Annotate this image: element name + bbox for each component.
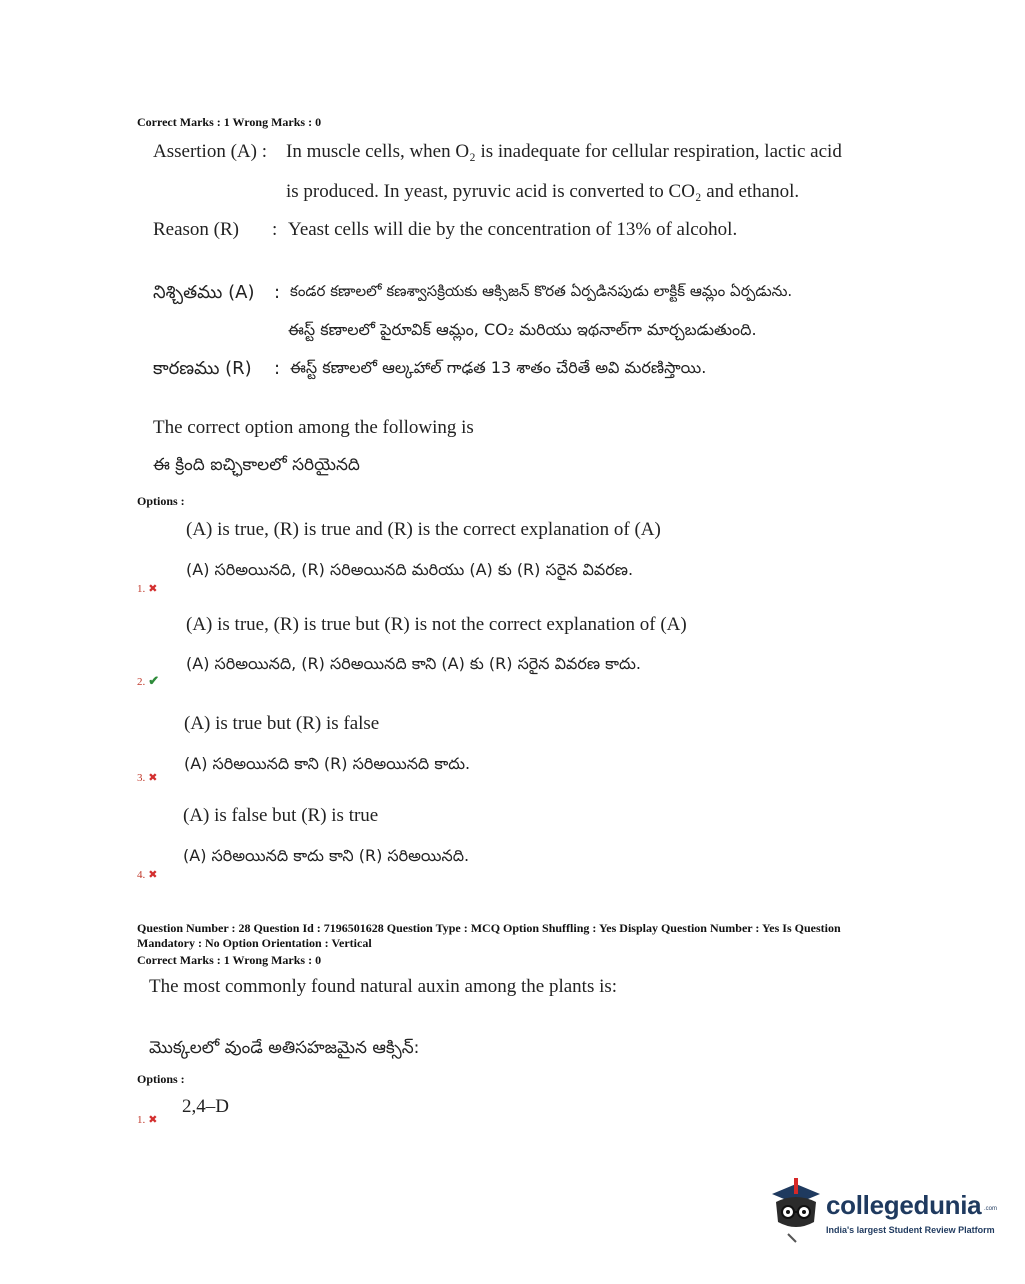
telugu-reason-colon: : — [274, 358, 281, 379]
assertion-label: Assertion (A) : — [153, 141, 267, 162]
telugu-reason-text: ఈస్ట్ కణాలలో ఆల్కహాల్ గాఢత 13 శాతం చేరితే అవి మరణిస్తాయి. — [290, 358, 707, 377]
option-2-telugu[interactable]: (A) సరిఅయినది, (R) సరిఅయినది కాని (A) కు (R) సరైన వివరణ కాదు. — [186, 654, 641, 673]
prompt-english: The correct option among the following is — [153, 417, 474, 438]
question-28-telugu: మొక్కలలో వుండే అతిసహజమైన ఆక్సిన్: — [149, 1038, 420, 1058]
telugu-assertion-label: నిశ్చితము (A) — [153, 282, 255, 303]
prompt-telugu: ఈ క్రింది ఐచ్ఛికాలలో సరియైనది — [153, 455, 360, 475]
option-4-telugu[interactable]: (A) సరిఅయినది కాదు కాని (R) సరిఅయినది. — [183, 846, 470, 865]
telugu-reason-label: కారణము (R) — [153, 358, 252, 379]
assertion-text-line2: is produced. In yeast, pyruvic acid is converted to CO₂ and ethanol. — [286, 181, 800, 202]
wrong-icon: ✖ — [148, 772, 158, 784]
brand-suffix: .com — [984, 1206, 998, 1212]
telugu-assertion-colon: : — [274, 282, 281, 303]
mascot-icon — [766, 1176, 822, 1246]
option-4-marker — [137, 865, 157, 883]
option-2-number: 2. — [137, 676, 146, 688]
question-28-option-1-number: 1. — [137, 1114, 146, 1126]
option-2-english[interactable]: (A) is true, (R) is true but (R) is not the correct explanation of (A) — [186, 614, 687, 635]
option-3-english[interactable]: (A) is true but (R) is false — [184, 713, 380, 734]
correct-check-icon: ✔ — [148, 673, 160, 688]
option-3-number: 3. — [137, 772, 146, 784]
option-4-english[interactable]: (A) is false but (R) is true — [183, 805, 379, 826]
question-28-options-label: Options : — [137, 1072, 185, 1086]
reason-colon: : — [272, 219, 278, 240]
telugu-assertion-line2: ఈస్ట్ కణాలలో పైరూవిక్ ఆమ్లం, CO₂ మరియు ఇథనాల్‌గా మార్చబడుతుంది. — [288, 320, 757, 339]
telugu-assertion-line1: కండర కణాలలో కణశ్వాసక్రియకు ఆక్సిజన్ కొరత ఏర్పడినపుడు లాక్టిక్ ఆమ్లం ఏర్పడును. — [290, 282, 793, 300]
brand-tagline: India's largest Student Review Platform — [826, 1225, 995, 1235]
question-28-english: The most commonly found natural auxin among the plants is: — [149, 976, 618, 997]
option-1-telugu[interactable]: (A) సరిఅయినది, (R) సరిఅయినది మరియు (A) కు (R) సరైన వివరణ. — [186, 560, 634, 579]
brand-name: collegedunia — [826, 1190, 982, 1220]
option-1-english[interactable]: (A) is true, (R) is true and (R) is the correct explanation of (A) — [186, 519, 661, 540]
wrong-icon: ✖ — [148, 1114, 158, 1126]
question-28-option-1-text[interactable]: 2,4–D — [182, 1096, 229, 1117]
option-2-marker — [137, 672, 159, 690]
question-28-marks-line: Correct Marks : 1 Wrong Marks : 0 — [137, 953, 322, 967]
question-28-meta-line2: Mandatory : No Option Orientation : Vertical — [137, 936, 372, 950]
reason-text: Yeast cells will die by the concentration of 13% of alcohol. — [288, 219, 738, 240]
option-1-number: 1. — [137, 583, 146, 595]
assertion-text-line1: In muscle cells, when O₂ is inadequate for cellular respiration, lactic acid — [286, 141, 842, 162]
option-3-marker — [137, 768, 157, 786]
correct-marks-line: Correct Marks : 1 Wrong Marks : 0 — [137, 115, 322, 129]
collegedunia-logo — [766, 1176, 996, 1250]
reason-label: Reason (R) — [153, 219, 240, 240]
option-4-number: 4. — [137, 869, 146, 881]
question-28-meta-line1: Question Number : 28 Question Id : 7196501628 Question Type : MCQ Option Shuffling : Yes Display Question Number : Yes Is Question — [137, 921, 841, 935]
option-1-marker — [137, 579, 157, 597]
question-28-option-1-marker — [137, 1110, 157, 1128]
wrong-icon: ✖ — [148, 583, 158, 595]
options-label: Options : — [137, 494, 185, 508]
wrong-icon: ✖ — [148, 869, 158, 881]
option-3-telugu[interactable]: (A) సరిఅయినది కాని (R) సరిఅయినది కాదు. — [184, 754, 471, 773]
